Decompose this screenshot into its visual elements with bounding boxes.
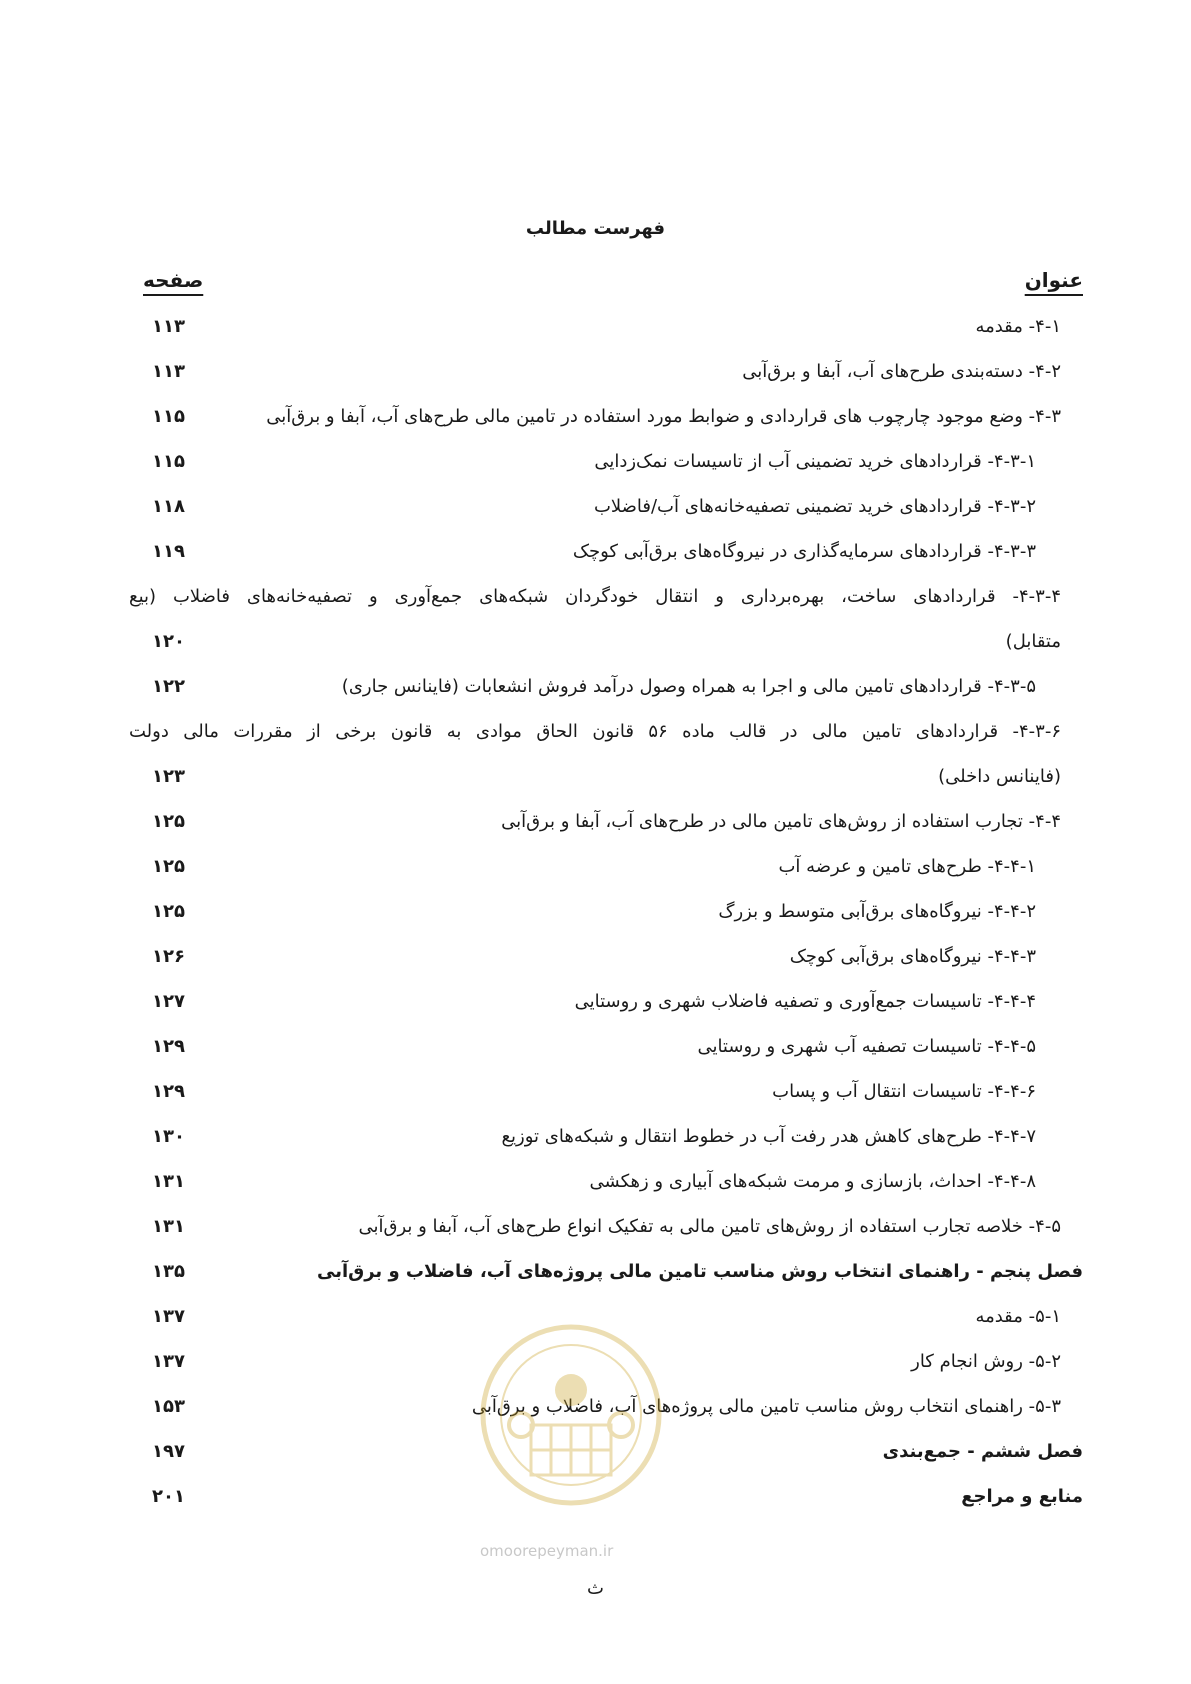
entry-title: ۴-۳-۴- قراردادهای ساخت، بهره‌برداری و انتقال خودگردان شبکه‌های جمع‌آوری و تصفیه‌خانه‌های فاضلاب (بیع: [129, 586, 1061, 607]
entry-title: ۴-۴-۱- طرح‌های تامین و عرضه آب: [778, 856, 1036, 877]
entry-title: ۴-۴-۸- احداث، بازسازی و مرمت شبکه‌های آبیاری و زهکشی: [589, 1171, 1036, 1192]
entry-title: ۴-۳-۱- قراردادهای خرید تضمینی آب از تاسیسات نمک‌زدایی: [594, 451, 1036, 472]
toc-entry-continuation[interactable]: [0, 760, 1191, 805]
chapter-page: ۱۳۵: [152, 1261, 185, 1282]
entry-page: ۱۳۷: [152, 1351, 185, 1372]
toc-entry[interactable]: [0, 355, 1191, 400]
column-header-title: عنوان: [1024, 268, 1083, 292]
chapter-page: ۱۹۷: [152, 1441, 185, 1462]
entry-page: ۱۱۵: [152, 406, 185, 427]
toc-entry[interactable]: [0, 895, 1191, 940]
toc-title: فهرست مطالب: [525, 218, 666, 239]
entry-page: ۱۲۶: [152, 946, 185, 967]
column-header-page: صفحه: [143, 268, 204, 292]
toc-entry-continuation[interactable]: [0, 625, 1191, 670]
entry-title: ۴-۴-۵- تاسیسات تصفیه آب شهری و روستایی: [697, 1036, 1036, 1057]
entry-title: ۴-۳-۳- قراردادهای سرمایه‌گذاری در نیروگاه‌های برق‌آبی کوچک: [572, 541, 1036, 562]
toc-entry[interactable]: [0, 490, 1191, 535]
entry-page: ۱۲۳: [152, 766, 185, 787]
chapter-title: فصل ششم - جمع‌بندی: [882, 1441, 1083, 1462]
entry-title: ۴-۳-۲- قراردادهای خرید تضمینی تصفیه‌خانه‌های آب/فاضلاب: [593, 496, 1036, 517]
entry-title: ۴-۴-۴- تاسیسات جمع‌آوری و تصفیه فاضلاب شهری و روستایی: [574, 991, 1036, 1012]
toc-entry[interactable]: [0, 715, 1191, 760]
entry-page: ۱۳۰: [152, 1126, 185, 1147]
toc-entry[interactable]: [0, 1120, 1191, 1165]
chapter-page: ۲۰۱: [152, 1486, 185, 1507]
entry-page: ۱۲۷: [152, 991, 185, 1012]
entry-title: ۴-۱- مقدمه: [975, 316, 1061, 337]
toc-entry[interactable]: [0, 1030, 1191, 1075]
watermark-seal-icon: [476, 1320, 666, 1510]
toc-entry[interactable]: [0, 400, 1191, 445]
entry-title: ۴-۴-۶- تاسیسات انتقال آب و پساب: [772, 1081, 1036, 1102]
entry-title: ۴-۴-۷- طرح‌های کاهش هدر رفت آب در خطوط انتقال و شبکه‌های توزیع: [501, 1126, 1036, 1147]
toc-entry[interactable]: [0, 535, 1191, 580]
entry-title: ۴-۴- تجارب استفاده از روش‌های تامین مالی در طرح‌های آب، آبفا و برق‌آبی: [501, 811, 1061, 832]
entry-page: ۱۱۳: [152, 316, 185, 337]
entry-title: ۵-۳- راهنمای انتخاب روش مناسب تامین مالی پروژه‌های آب، فاضلاب و برق‌آبی: [471, 1396, 1061, 1417]
entry-title: ۵-۲- روش انجام کار: [911, 1351, 1061, 1372]
toc-entry[interactable]: [0, 1165, 1191, 1210]
page-number: ث: [587, 1578, 604, 1599]
entry-title: (فاینانس داخلی): [938, 766, 1061, 787]
chapter-title: فصل پنجم - راهنمای انتخاب روش مناسب تامین مالی پروژه‌های آب، فاضلاب و برق‌آبی: [316, 1261, 1083, 1282]
entry-page: ۱۱۵: [152, 451, 185, 472]
entry-page: ۱۲۵: [152, 856, 185, 877]
toc-chapter[interactable]: [0, 1255, 1191, 1300]
entry-page: ۱۳۷: [152, 1306, 185, 1327]
watermark-url: omoorepeyman.ir: [480, 1542, 614, 1560]
entry-page: ۱۲۹: [152, 1036, 185, 1057]
entry-page: ۱۱۹: [152, 541, 185, 562]
entry-page: ۱۲۰: [152, 631, 185, 652]
toc-entry[interactable]: [0, 805, 1191, 850]
chapter-title: منابع و مراجع: [961, 1486, 1083, 1507]
entry-title: ۴-۳-۵- قراردادهای تامین مالی و اجرا به همراه وصول درآمد فروش انشعابات (فاینانس جاری): [341, 676, 1036, 697]
toc-entry[interactable]: [0, 670, 1191, 715]
entry-title: ۴-۴-۲- نیروگاه‌های برق‌آبی متوسط و بزرگ: [718, 901, 1036, 922]
toc-entry[interactable]: [0, 1210, 1191, 1255]
entry-title: ۵-۱- مقدمه: [975, 1306, 1061, 1327]
entry-page: ۱۱۳: [152, 361, 185, 382]
toc-entry[interactable]: [0, 850, 1191, 895]
entry-page: ۱۲۵: [152, 811, 185, 832]
entry-title: ۴-۲- دسته‌بندی طرح‌های آب، آبفا و برق‌آبی: [742, 361, 1061, 382]
toc-entry[interactable]: [0, 940, 1191, 985]
entry-title: ۴-۳- وضع موجود چارچوب های قراردادی و ضوابط مورد استفاده در تامین مالی طرح‌های آب، آبفا و برق‌آبی: [266, 406, 1061, 427]
entry-page: ۱۵۳: [152, 1396, 185, 1417]
entry-page: ۱۳۱: [152, 1171, 185, 1192]
toc-entry[interactable]: [0, 580, 1191, 625]
toc-entry[interactable]: [0, 310, 1191, 355]
entry-title: متقابل): [1005, 631, 1061, 652]
entry-page: ۱۲۲: [152, 676, 185, 697]
entry-title: ۴-۴-۳- نیروگاه‌های برق‌آبی کوچک: [789, 946, 1036, 967]
toc-entry[interactable]: [0, 445, 1191, 490]
toc-entry[interactable]: [0, 985, 1191, 1030]
entry-page: ۱۲۵: [152, 901, 185, 922]
toc-entry[interactable]: [0, 1075, 1191, 1120]
entry-page: ۱۳۱: [152, 1216, 185, 1237]
entry-page: ۱۲۹: [152, 1081, 185, 1102]
entry-title: ۴-۵- خلاصه تجارب استفاده از روش‌های تامین مالی به تفکیک انواع طرح‌های آب، آبفا و برق‌آبی: [358, 1216, 1061, 1237]
entry-page: ۱۱۸: [152, 496, 185, 517]
entry-title: ۴-۳-۶- قراردادهای تامین مالی در قالب ماده ۵۶ قانون الحاق موادی به قانون برخی از مقررات مالی دولت: [129, 721, 1061, 742]
